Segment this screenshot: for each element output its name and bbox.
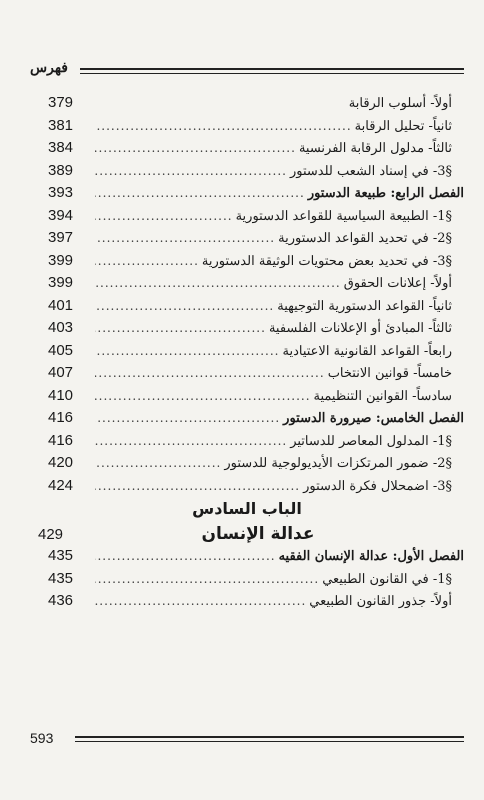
toc-entry-page: 424	[48, 476, 74, 494]
toc-entry[interactable]	[30, 409, 464, 432]
toc-entry[interactable]	[30, 570, 464, 593]
toc-leader-dots	[95, 456, 221, 470]
toc-leader-dots	[95, 119, 352, 133]
toc-leader-dots	[95, 209, 233, 223]
toc-section-after	[30, 547, 464, 615]
toc-entry-title: §3- في إسناد الشعب للدستور	[289, 163, 452, 179]
toc-leader-dots	[95, 549, 276, 563]
toc-entry-page: 399	[48, 274, 74, 291]
toc-entry-title: رابعاً- القواعد القانونية الاعتيادية	[282, 343, 452, 359]
toc-entry-page: 403	[48, 319, 74, 336]
toc-entry-page: 401	[48, 296, 74, 314]
toc-entry[interactable]	[30, 547, 464, 570]
toc-entry-title: §1- المدلول المعاصر للدساتير	[290, 433, 452, 449]
page-header	[30, 60, 464, 82]
toc-entry-title: §3- اضمحلال فكرة الدستور	[303, 478, 452, 494]
toc-entry-title: §3- في تحديد بعض محتويات الوثيقة الدستورية	[201, 253, 452, 269]
toc-entry-page: 393	[48, 184, 74, 201]
toc-leader-dots	[95, 231, 275, 245]
toc-entry-title: أولاً- جذور القانون الطبيعي	[309, 594, 452, 609]
toc-entry[interactable]	[30, 387, 464, 410]
page-number: 593	[30, 730, 54, 746]
toc-entry[interactable]	[30, 229, 464, 252]
toc-entry-page: 416	[48, 431, 74, 449]
toc-leader-dots	[95, 299, 274, 313]
toc-leader-dots	[95, 254, 199, 268]
part-label: الباب السادس	[192, 499, 302, 518]
toc-entry-title: §1- في القانون الطبيعي	[322, 571, 452, 587]
toc-entry[interactable]	[30, 94, 464, 117]
running-title: فهرس	[30, 60, 68, 76]
toc-entry[interactable]	[30, 207, 464, 230]
toc-leader-dots	[95, 164, 287, 178]
toc-leader-dots	[95, 344, 279, 358]
header-rule	[80, 68, 464, 74]
toc-entry-title: سادساً- القوانين التنظيمية	[313, 388, 452, 404]
toc-leader-dots	[95, 594, 306, 608]
toc-leader-dots	[95, 572, 319, 586]
toc-entry-title: §1- الطبيعة السياسية للقواعد الدستورية	[235, 208, 452, 224]
toc-entry[interactable]	[30, 297, 464, 320]
toc-entry-page: 416	[48, 409, 74, 426]
toc-entry-page: 397	[48, 229, 74, 246]
toc-entry-page: 420	[48, 454, 74, 471]
toc-entry[interactable]	[30, 162, 464, 185]
toc-entry-title: ثالثاً- المبادئ أو الإعلانات الفلسفية	[268, 321, 452, 336]
toc-leader-dots	[95, 434, 287, 448]
toc-entry[interactable]	[30, 477, 464, 500]
toc-entry[interactable]	[30, 184, 464, 207]
toc-entry-title: خامساً- قوانين الانتخاب	[327, 366, 452, 381]
toc-entry[interactable]	[30, 342, 464, 365]
toc-entry[interactable]	[30, 274, 464, 297]
toc-entry-title: ثانياً- القواعد الدستورية التوجيهية	[277, 298, 452, 314]
toc-entry-page: 384	[48, 139, 74, 156]
toc-entry-page: 405	[48, 341, 74, 359]
toc-leader-dots	[95, 141, 296, 155]
toc-entry-title: أولاً- إعلانات الحقوق	[343, 276, 452, 291]
toc-section-before	[30, 94, 464, 499]
toc-entry-page: 436	[48, 592, 74, 609]
toc-entry-page: 435	[48, 569, 74, 587]
toc-entry-title: الفصل الأول: عدالة الإنسان الفقيه	[278, 549, 464, 564]
toc-entry-page: 381	[48, 116, 74, 134]
toc-entry[interactable]	[30, 252, 464, 275]
part-page-number: 429	[38, 525, 64, 543]
toc-leader-dots	[95, 389, 311, 403]
toc-entry-page: 435	[48, 547, 74, 564]
toc-entry-title: الفصل الرابع: طبيعة الدستور	[307, 186, 464, 201]
toc-entry-page: 407	[48, 364, 74, 381]
toc-entry-title: الفصل الخامس: صيرورة الدستور	[283, 411, 464, 426]
toc-entry[interactable]	[30, 364, 464, 387]
toc-leader-dots	[95, 276, 341, 290]
part-title-row[interactable]	[30, 521, 464, 547]
toc-entry-title: §2- في تحديد القواعد الدستورية	[278, 231, 452, 246]
toc-leader-dots	[95, 411, 280, 425]
toc-entry[interactable]	[30, 139, 464, 162]
toc-leader-dots	[95, 321, 266, 335]
toc-entry-page: 399	[48, 251, 74, 269]
table-of-contents	[30, 94, 464, 615]
toc-entry[interactable]	[30, 117, 464, 140]
toc-leader-dots	[95, 479, 300, 493]
toc-entry[interactable]	[30, 319, 464, 342]
page-footer	[30, 730, 464, 750]
toc-entry-page: 410	[48, 386, 74, 404]
toc-entry-title: ثانياً- تحليل الرقابة	[354, 118, 452, 134]
part-title: عدالة الإنسان	[201, 524, 315, 544]
toc-entry-title: §2- ضمور المرتكزات الأيديولوجية للدستور	[224, 456, 452, 471]
toc-entry[interactable]	[30, 592, 464, 615]
toc-leader-dots	[95, 186, 305, 200]
toc-entry-page: 389	[48, 161, 74, 179]
toc-entry-page: 379	[48, 94, 74, 111]
toc-entry-page: 394	[48, 206, 74, 224]
toc-entry[interactable]	[30, 454, 464, 477]
toc-entry[interactable]	[30, 432, 464, 455]
footer-rule	[75, 736, 464, 742]
toc-entry-title: ثالثاً- مدلول الرقابة الفرنسية	[298, 141, 452, 156]
toc-leader-dots	[95, 366, 325, 380]
toc-entry-title: أولاً- أسلوب الرقابة	[348, 96, 452, 111]
